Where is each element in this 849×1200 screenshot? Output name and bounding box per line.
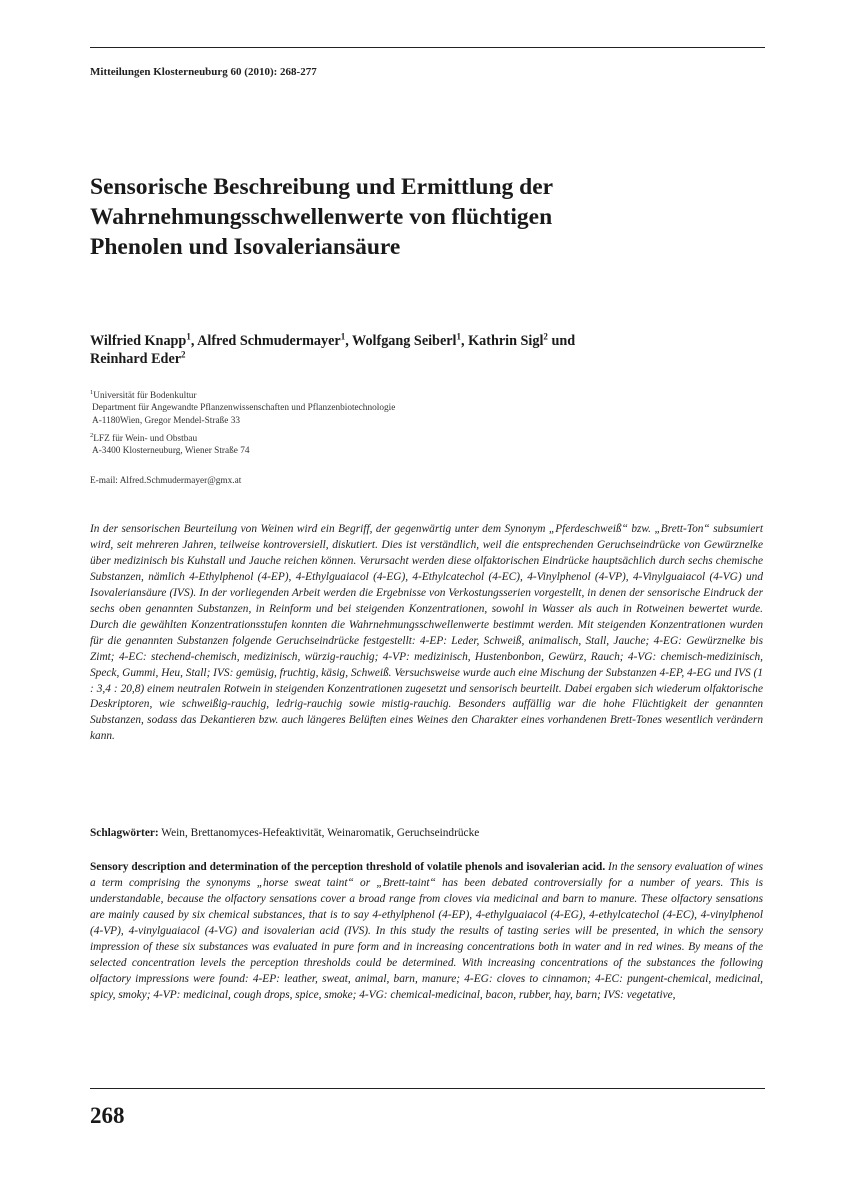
abstract-english-body: In the sensory evaluation of wines a term comprising the synonyms „horse sweat taint“ or „Brett-taint“ has been debated controversially for a number of years. This is understandable, because the olfactory sensations cover a broad range from cloves via medicinal and barn to manure. These olfactory sensations are mainly caused by six chemical substances, that is to say 4-ethylphenol (4-EP), 4-ethylguaiacol (4-EG), 4-ethylcatechol (4-EC), 4-vinylphenol (4-VP), 4-vinylguaiacol (4-VG) and isovalerian acid (IVS). In this study the results of tasting series will be presented, in which the sensory impression of these six substances was evaluated in pure form and in increasing concentrations both in water and in red wines. By means of the selected concentration levels the perception thresholds could be determined. With increasing concentrations of the substances the following olfactory impressions were found: 4-EP: leather, sweat, animal, barn, manure; 4-EG: cloves to cinnamon; 4-EC: pungent-chemical, medicinal, spicy, smoky; 4-VP: medicinal, cough drops, spice, smoke; 4-VG: chemical-medicinal, bacon, rubber, hay, barn; IVS: vegetative, (90, 861, 764, 1001)
title-line-2: Wahrnehmungsschwellenwerte von flüchtigen (90, 204, 553, 230)
paper-title (90, 172, 750, 262)
author-affiliation-mark: 1 (186, 331, 191, 342)
author-affiliation-mark: 2 (181, 349, 186, 360)
author-separator: , (190, 333, 198, 349)
affiliation-line: Department für Angewandte Pflanzenwissenschaften und Pflanzenbiotechnologie (92, 403, 396, 414)
author-name: Wilfried Knapp (90, 333, 187, 349)
keywords-text: Wein, Brettanomyces-Hefeaktivität, Weinaromatik, Geruchseindrücke (158, 827, 480, 839)
author-name: Wolfgang Seiberl (352, 333, 457, 349)
author-affiliation-mark: 1 (340, 331, 346, 342)
author-name: Kathrin Sigl (468, 333, 544, 349)
contact-email: E-mail: Alfred.Schmudermayer@gmx.at (90, 476, 242, 486)
affiliation-line: A-3400 Klosterneuburg, Wiener Straße 74 (92, 446, 250, 457)
title-line-1: Sensorische Beschreibung und Ermittlung der (90, 174, 554, 200)
affiliation-mark: 2 (90, 431, 94, 439)
author-list (90, 332, 750, 368)
keywords (90, 825, 763, 841)
author-affiliation-mark: 2 (543, 331, 548, 342)
footer-rule (90, 1088, 765, 1089)
abstract-german: In der sensorischen Beurteilung von Weinen wird ein Begriff, der gegenwärtig unter dem Synonym „Pferdeschweiß“ bzw. „Brett-Ton“ subsumiert wird, seit mehreren Jahren, teilweise kontroversiell, diskutiert. Dies ist verständlich, weil die entsprechenden Geruchseindrücke von Gewürznelke über medizinisch bis Kuhstall und Jauche reichen können. Verursacht werden diese olfaktorischen Eindrücke hauptsächlich durch sechs chemische Substanzen, nämlich 4-Ethylphenol (4-EP), 4-Ethylguaiacol (4-EG), 4-Ethylcatechol (4-EC), 4-Vinylphenol (4-VP), 4-Vinylguaiacol (4-VG) und Isovaleriansäure (IVS). In der vorliegenden Arbeit werden die Ergebnisse von Verkostungsserien vorgestellt, in denen der sensorische Eindruck der sechs oben genannten Substanzen, in Reinform und bei steigenden Konzentrationen, sowohl in Wasser als auch in Rotweinen bewertet wurde. Durch die gewählten Konzentrationsstufen konnten die Wahrnehmungsschwellenwerte bestimmt werden. Mit steigenden Konzentrationen wurden für die genannten Substanzen folgende Geruchseindrücke festgestellt: 4-EP: Leder, Schweiß, animalisch, Stall, Jauche; 4-EG: Gewürznelke bis Zimt; 4-EC: stechend-chemisch, medizinisch, würzig-rauchig; 4-VP: medizinisch, Hustenbonbon, Gewürz, Rauch; 4-VG: chemisch-medizinisch, Speck, Gummi, Heu, Stall; IVS: gemüsig, fruchtig, käsig, Schweiß. Versuchsweise wurde auch eine Mischung der Substanzen 4-EP, 4-EG und IVS (1 : 3,4 : 20,8) einem neutralen Rotwein in steigenden Konzentrationen zugesetzt und sensorisch beurteilt. Dabei ergaben sich wiederum olfaktorische Deskriptoren, wie schweißig-rauchig, ledrig-rauchig sowie mistig-rauchig. Besonders auffällig war die hohe Flüchtigkeit der genannten Substanzen, sodass das Dekantieren bzw. auch längeres Belüften eines Weines den Charakter eines vorhandenen Brett-Tones wesentlich verändern kann. (90, 523, 763, 743)
author-name: Reinhard Eder (90, 351, 182, 367)
page-number: 268 (90, 1103, 125, 1128)
author-name: Alfred Schmudermayer (197, 333, 341, 349)
affiliation-line: A-1180Wien, Gregor Mendel-Straße 33 (92, 415, 240, 426)
affiliation-line: LFZ für Wein- und Obstbau (93, 434, 198, 444)
author-separator: und (547, 333, 576, 349)
title-line-3: Phenolen und Isovaleriansäure (90, 234, 401, 260)
journal-reference: Mitteilungen Klosterneuburg 60 (2010): 268-277 (90, 66, 317, 78)
affiliation-1 (90, 390, 395, 427)
abstract-english (90, 860, 763, 1004)
header-rule (90, 47, 765, 48)
author-separator: , (345, 333, 353, 349)
affiliation-mark: 1 (90, 388, 94, 396)
abstract-english-title: Sensory description and determination of the perception threshold of volatile phenols and isovalerian acid. (90, 861, 606, 873)
author-separator: , (461, 333, 469, 349)
affiliation-2 (90, 433, 250, 458)
keywords-label: Schlagwörter: (90, 827, 159, 839)
author-affiliation-mark: 1 (456, 331, 461, 342)
affiliation-line: Universität für Bodenkultur (93, 391, 197, 401)
